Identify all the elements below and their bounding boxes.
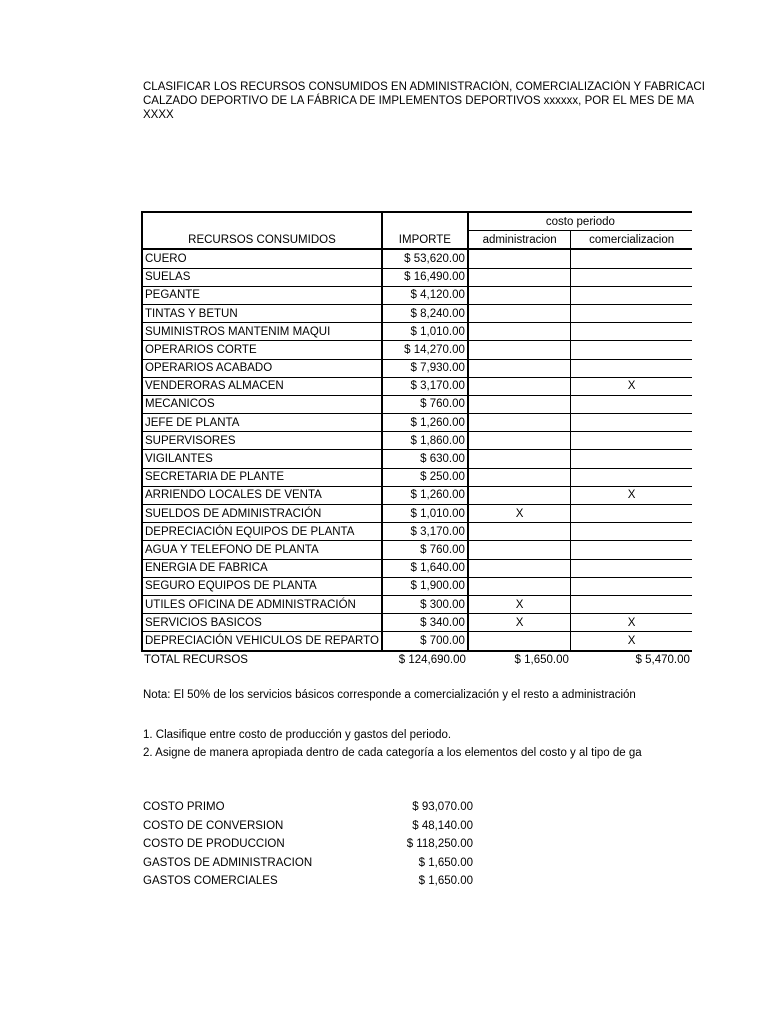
- summary-value[interactable]: $ 48,140.00: [412, 819, 473, 832]
- resource-name-cell[interactable]: SUELDOS DE ADMINISTRACIÓN: [142, 505, 382, 523]
- table-row: [142, 541, 692, 559]
- table-row: [142, 359, 692, 377]
- comercializacion-cell[interactable]: X: [571, 377, 692, 395]
- table-row: [142, 249, 692, 268]
- resource-amount-cell[interactable]: $ 1,860.00: [382, 432, 468, 450]
- resource-amount-cell[interactable]: $ 1,010.00: [382, 323, 468, 341]
- resource-name-cell[interactable]: SECRETARIA DE PLANTE: [142, 468, 382, 486]
- resource-name-cell[interactable]: OPERARIOS ACABADO: [142, 359, 382, 377]
- header-blank-recursos[interactable]: [142, 212, 382, 231]
- table-row: [142, 432, 692, 450]
- header-comercializacion[interactable]: comercializacion: [571, 231, 692, 250]
- resource-name-cell[interactable]: ARRIENDO LOCALES DE VENTA: [142, 486, 382, 504]
- comercializacion-cell[interactable]: [571, 414, 692, 432]
- table-row: [142, 414, 692, 432]
- resource-amount-cell[interactable]: $ 760.00: [382, 541, 468, 559]
- administracion-cell[interactable]: [468, 541, 571, 559]
- table-header-row-1: [142, 212, 692, 231]
- summary-row: [143, 872, 473, 891]
- header-administracion[interactable]: administracion: [468, 231, 571, 250]
- administracion-cell[interactable]: [468, 249, 571, 268]
- resource-name-cell[interactable]: OPERARIOS CORTE: [142, 341, 382, 359]
- comercializacion-cell[interactable]: [571, 541, 692, 559]
- table-row: [142, 559, 692, 577]
- comercializacion-cell[interactable]: [571, 304, 692, 322]
- comercializacion-cell[interactable]: [571, 595, 692, 613]
- resource-amount-cell[interactable]: $ 340.00: [382, 614, 468, 632]
- resource-name-cell[interactable]: DEPRECIACIÓN EQUIPOS DE PLANTA: [142, 523, 382, 541]
- title-line-3: XXXX: [143, 109, 174, 121]
- table-row: [142, 341, 692, 359]
- question-2: 2. Asigne de manera apropiada dentro de cada categoría a los elementos del costo y al tipo de ga: [143, 747, 642, 759]
- administracion-cell[interactable]: X: [468, 505, 571, 523]
- resource-amount-cell[interactable]: $ 700.00: [382, 632, 468, 651]
- comercializacion-cell[interactable]: [571, 523, 692, 541]
- resource-name-cell[interactable]: TINTAS Y BETUN: [142, 304, 382, 322]
- total-row: [142, 651, 692, 669]
- administracion-cell[interactable]: [468, 268, 571, 286]
- table-row: [142, 450, 692, 468]
- resource-name-cell[interactable]: SERVICIOS BASICOS: [142, 614, 382, 632]
- table-row: [142, 395, 692, 413]
- administracion-cell[interactable]: [468, 523, 571, 541]
- table-row: [142, 614, 692, 632]
- total-label[interactable]: TOTAL RECURSOS: [144, 654, 248, 667]
- resource-amount-cell[interactable]: $ 4,120.00: [382, 286, 468, 304]
- administracion-cell[interactable]: [468, 377, 571, 395]
- comercializacion-cell[interactable]: X: [571, 632, 692, 651]
- comercializacion-cell[interactable]: [571, 505, 692, 523]
- resource-amount-cell[interactable]: $ 3,170.00: [382, 377, 468, 395]
- resource-amount-cell[interactable]: $ 1,260.00: [382, 486, 468, 504]
- resource-name-cell[interactable]: SEGURO EQUIPOS DE PLANTA: [142, 577, 382, 595]
- summary-row: [143, 817, 473, 836]
- table-header-row-2: [142, 231, 692, 250]
- resource-amount-cell[interactable]: $ 1,010.00: [382, 505, 468, 523]
- table-row: [142, 505, 692, 523]
- resource-name-cell[interactable]: PEGANTE: [142, 286, 382, 304]
- document-title: [143, 80, 768, 122]
- summary-row: [143, 835, 473, 854]
- comercializacion-cell[interactable]: [571, 359, 692, 377]
- resource-name-cell[interactable]: CUERO: [142, 249, 382, 268]
- resource-name-cell[interactable]: SUPERVISORES: [142, 432, 382, 450]
- resources-table: [141, 211, 692, 669]
- table-row: [142, 286, 692, 304]
- comercializacion-cell[interactable]: [571, 323, 692, 341]
- administracion-cell[interactable]: [468, 359, 571, 377]
- comercializacion-cell[interactable]: [571, 559, 692, 577]
- table-row: [142, 323, 692, 341]
- comercializacion-cell[interactable]: [571, 577, 692, 595]
- administracion-cell[interactable]: X: [468, 614, 571, 632]
- resource-amount-cell[interactable]: $ 1,260.00: [382, 414, 468, 432]
- administracion-cell[interactable]: [468, 304, 571, 322]
- resource-name-cell[interactable]: SUMINISTROS MANTENIM MAQUI: [142, 323, 382, 341]
- administracion-cell[interactable]: [468, 395, 571, 413]
- summary-value[interactable]: $ 93,070.00: [412, 801, 473, 813]
- resource-amount-cell[interactable]: $ 3,170.00: [382, 523, 468, 541]
- summary-label[interactable]: COSTO PRIMO: [143, 801, 225, 813]
- administracion-cell[interactable]: [468, 286, 571, 304]
- header-importe[interactable]: IMPORTE: [382, 231, 468, 250]
- total-comercializacion[interactable]: $ 5,470.00: [635, 654, 690, 667]
- title-line-1: CLASIFICAR LOS RECURSOS CONSUMIDOS EN ADMINISTRACIÓN, COMERCIALIZACIÓN Y FABRICACI: [143, 81, 705, 93]
- resource-amount-cell[interactable]: $ 1,640.00: [382, 559, 468, 577]
- resource-amount-cell[interactable]: $ 53,620.00: [382, 249, 468, 268]
- header-costo-periodo[interactable]: costo periodo: [468, 212, 692, 231]
- resource-name-cell[interactable]: JEFE DE PLANTA: [142, 414, 382, 432]
- total-administracion[interactable]: $ 1,650.00: [514, 654, 569, 667]
- administracion-cell[interactable]: [468, 486, 571, 504]
- resource-name-cell[interactable]: ENERGIA DE FABRICA: [142, 559, 382, 577]
- resource-amount-cell[interactable]: $ 16,490.00: [382, 268, 468, 286]
- table-row: [142, 377, 692, 395]
- total-amount[interactable]: $ 124,690.00: [398, 654, 466, 667]
- resource-amount-cell[interactable]: $ 250.00: [382, 468, 468, 486]
- comercializacion-cell[interactable]: [571, 341, 692, 359]
- comercializacion-cell[interactable]: [571, 395, 692, 413]
- resource-name-cell[interactable]: SUELAS: [142, 268, 382, 286]
- resource-name-cell[interactable]: VIGILANTES: [142, 450, 382, 468]
- administracion-cell[interactable]: [468, 414, 571, 432]
- administracion-cell[interactable]: [468, 432, 571, 450]
- table-row: [142, 268, 692, 286]
- question-1: 1. Clasifique entre costo de producción y gastos del periodo.: [143, 729, 452, 741]
- summary-row: [143, 798, 473, 817]
- resource-amount-cell[interactable]: $ 300.00: [382, 595, 468, 613]
- resource-amount-cell[interactable]: $ 7,930.00: [382, 359, 468, 377]
- administracion-cell[interactable]: X: [468, 595, 571, 613]
- table-row: [142, 577, 692, 595]
- summary-row: [143, 854, 473, 873]
- administracion-cell[interactable]: [468, 559, 571, 577]
- administracion-cell[interactable]: [468, 468, 571, 486]
- resource-amount-cell[interactable]: $ 1,900.00: [382, 577, 468, 595]
- comercializacion-cell[interactable]: [571, 286, 692, 304]
- resource-amount-cell[interactable]: $ 760.00: [382, 395, 468, 413]
- questions-block: [143, 726, 768, 762]
- resource-amount-cell[interactable]: $ 630.00: [382, 450, 468, 468]
- table-row: [142, 632, 692, 651]
- resource-name-cell[interactable]: AGUA Y TELEFONO DE PLANTA: [142, 541, 382, 559]
- table-row: [142, 595, 692, 613]
- summary-value[interactable]: $ 118,250.00: [406, 838, 473, 850]
- comercializacion-cell[interactable]: [571, 450, 692, 468]
- comercializacion-cell[interactable]: [571, 249, 692, 268]
- resource-name-cell[interactable]: VENDERORAS ALMACEN: [142, 377, 382, 395]
- administracion-cell[interactable]: [468, 450, 571, 468]
- summary-value[interactable]: $ 1,650.00: [418, 856, 473, 869]
- header-recursos[interactable]: RECURSOS CONSUMIDOS: [142, 231, 382, 250]
- administracion-cell[interactable]: [468, 632, 571, 651]
- header-blank-importe[interactable]: [382, 212, 468, 231]
- title-line-2: CALZADO DEPORTIVO DE LA FÁBRICA DE IMPLEMENTOS DEPORTIVOS xxxxxx, POR EL MES DE MA: [143, 95, 695, 107]
- resource-amount-cell[interactable]: $ 8,240.00: [382, 304, 468, 322]
- summary-value[interactable]: $ 1,650.00: [418, 875, 473, 887]
- comercializacion-cell[interactable]: X: [571, 486, 692, 504]
- summary-label[interactable]: COSTO DE PRODUCCION: [143, 838, 285, 850]
- comercializacion-cell[interactable]: X: [571, 614, 692, 632]
- resource-name-cell[interactable]: MECANICOS: [142, 395, 382, 413]
- comercializacion-cell[interactable]: [571, 432, 692, 450]
- resource-amount-cell[interactable]: $ 14,270.00: [382, 341, 468, 359]
- summary-label[interactable]: GASTOS COMERCIALES: [143, 875, 278, 887]
- resource-name-cell[interactable]: UTILES OFICINA DE ADMINISTRACIÓN: [142, 595, 382, 613]
- table-row: [142, 304, 692, 322]
- administracion-cell[interactable]: [468, 341, 571, 359]
- resource-name-cell[interactable]: DEPRECIACIÓN VEHICULOS DE REPARTO: [142, 632, 382, 651]
- note-text: Nota: El 50% de los servicios básicos corresponde a comercialización y el resto a administración: [143, 689, 636, 701]
- table-row: [142, 523, 692, 541]
- administracion-cell[interactable]: [468, 323, 571, 341]
- summary-label[interactable]: COSTO DE CONVERSION: [143, 819, 284, 832]
- cost-summary: [143, 798, 473, 891]
- summary-label[interactable]: GASTOS DE ADMINISTRACION: [143, 856, 313, 869]
- comercializacion-cell[interactable]: [571, 268, 692, 286]
- comercializacion-cell[interactable]: [571, 468, 692, 486]
- administracion-cell[interactable]: [468, 577, 571, 595]
- table-row: [142, 468, 692, 486]
- table-row: [142, 486, 692, 504]
